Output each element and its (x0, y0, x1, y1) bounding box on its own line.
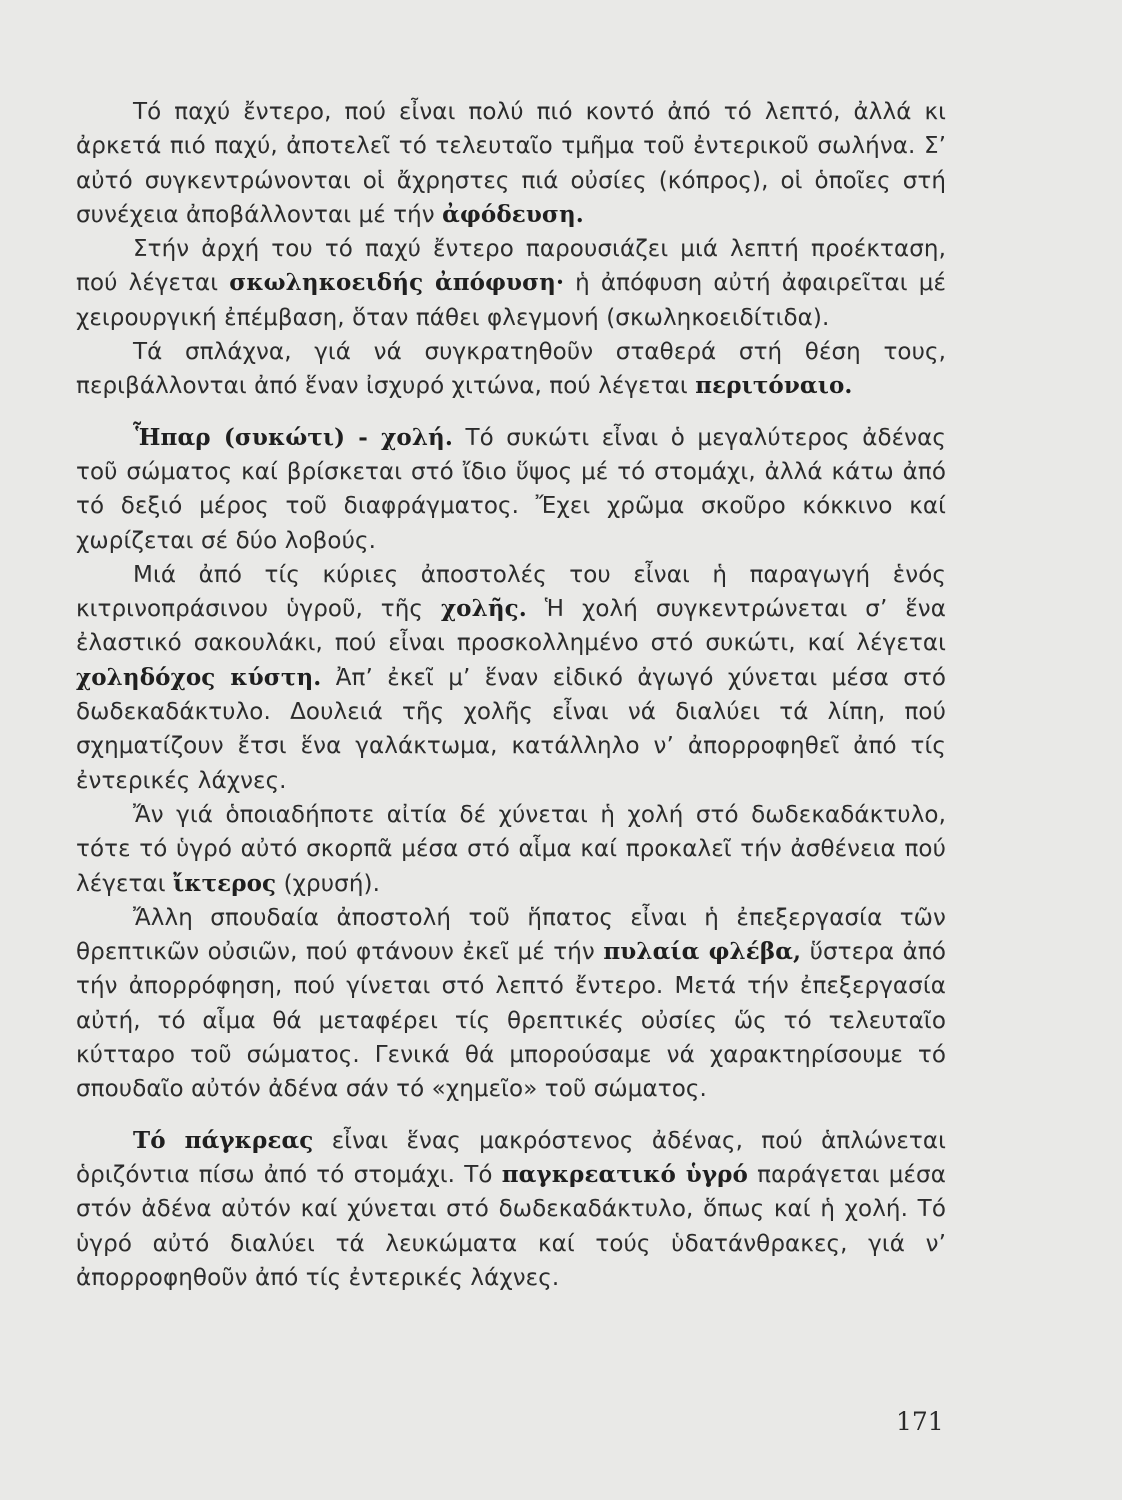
text-segment: Ἄλλη σπουδαία ἀποστολή τοῦ ἥπατος εἶναι ἡ ἐπεξεργασία τῶν θρεπτικῶν οὐσιῶν, πού φτάνουν ἐκεῖ μέ τήν (76, 904, 946, 966)
bold-term: περιτόναιο. (695, 372, 853, 400)
bold-term: Τό πάγκρεας (133, 1126, 314, 1154)
bold-term: ἀφόδευση. (442, 200, 584, 228)
paragraph (76, 558, 946, 798)
bold-term: πυλαία φλέβα, (603, 938, 802, 966)
page-number: 171 (896, 1407, 944, 1436)
paragraph (76, 798, 946, 901)
text-segment: ὕστερα ἀπό τήν ἀπορρόφηση, πού γίνεται στό λεπτό ἔντερο. Μετά τήν ἐπεξεργασία αὐτή, τό αἷμα θά μεταφέρει τίς θρεπτικές οὐσίες ὥς τό τελευταῖο κύτταρο τοῦ σώματος. Γενικά θά μπορούσαμε νά χαρακτηρίσουμε τό σπουδαῖο αὐτόν ἀδένα σάν τό «χημεῖο» τοῦ σώματος. (76, 939, 946, 1103)
bold-term: χολῆς. (440, 595, 527, 623)
paragraph (76, 335, 946, 404)
paragraph (76, 1124, 946, 1295)
bold-term: ἴκτερος (173, 869, 277, 897)
text-segment: ἡ ἀπόφυση αὐτή ἀφαιρεῖται μέ χειρουργική ἐπέμβαση, ὅταν πάθει φλεγμονή (σκωληκοειδίτιδα). (76, 270, 946, 331)
text-segment: Ἀπ’ ἐκεῖ μ’ ἕναν εἰδικό ἀγωγό χύνεται μέσα στό δωδεκαδάκτυλο. Δουλειά τῆς χολῆς εἶναι νά διαλύει τά λίπη, πού σχηματίζουν ἔτσι ἕνα γαλάκτωμα, κατάλληλο ν’ ἀπορροφηθεῖ ἀπό τίς ἐντερικές λάχνες. (76, 664, 946, 794)
text-segment: παράγεται μέσα στόν ἀδένα αὐτόν καί χύνεται στό δωδεκαδάκτυλο, ὅπως καί ἡ χολή. Τό ὑγρό αὐτό διαλύει τά λευκώματα καί τούς ὑδατάνθρακες, γιά ν’ ἀπορροφηθοῦν ἀπό τίς ἐντερικές λάχνες. (76, 1161, 946, 1291)
bold-term: σκωληκοειδής ἀπόφυση· (229, 269, 565, 297)
text-segment: Τό παχύ ἔντερο, πού εἶναι πολύ πιό κοντό ἀπό τό λεπτό, ἀλλά κι ἀρκετά πιό παχύ, ἀποτελεῖ τό τελευταῖο τμῆμα τοῦ ἐντερικοῦ σωλήνα. Σ’ αὐτό συγκεντρώνονται οἱ ἄχρηστες πιά οὐσίες (κόπρος), οἱ ὁποῖες στή συνέχεια ἀποβάλλονται μέ τήν (76, 99, 946, 228)
paragraph (76, 421, 946, 558)
text-segment: Μιά ἀπό τίς κύριες ἀποστολές του εἶναι ἡ παραγωγή ἑνός κιτρινοπράσινου ὑγροῦ, τῆς (76, 561, 946, 623)
bold-term: χοληδόχος κύστη. (76, 663, 322, 691)
text-segment: Τό συκώτι εἶναι ὁ μεγαλύτερος ἀδένας τοῦ σώματος καί βρίσκεται στό ἴδιο ὕψος μέ τό στομάχι, ἀλλά κάτω ἀπό τό δεξιό μέρος τοῦ διαφράγματος. Ἔχει χρῶμα σκοῦρο κόκκινο καί χωρίζεται σέ δύο λοβούς. (76, 424, 946, 554)
text-segment: εἶναι ἕνας μακρόστενος ἀδένας, πού ἁπλώνεται ὁριζόντια πίσω ἀπό τό στομάχι. Τό (76, 1127, 946, 1188)
bold-term: παγκρεατικό ὑγρό (501, 1160, 748, 1188)
paragraph (76, 95, 946, 232)
page-text (76, 95, 946, 1295)
bold-term: Ἧπαρ (συκώτι) - χολή. (133, 423, 453, 451)
text-segment: Στήν ἀρχή του τό παχύ ἔντερο παρουσιάζει μιά λεπτή προέκταση, πού λέγεται (76, 236, 946, 297)
paragraph (76, 901, 946, 1107)
text-segment: Ἡ χολή συγκεντρώνεται σ’ ἕνα ἐλαστικό σακουλάκι, πού εἶναι προσκολλημένο στό συκώτι, καί λέγεται (76, 596, 947, 657)
paragraph (76, 232, 946, 335)
text-segment: (χρυσή). (276, 870, 380, 897)
text-segment: Ἄν γιά ὁποιαδήποτε αἰτία δέ χύνεται ἡ χολή στό δωδεκαδάκτυλο, τότε τό ὑγρό αὐτό σκορπᾶ μέσα στό αἷμα καί προκαλεῖ τήν ἀσθένεια πού λέγεται (76, 801, 946, 897)
text-segment: Τά σπλάχνα, γιά νά συγκρατηθοῦν σταθερά στή θέση τους, περιβάλλονται ἀπό ἕναν ἰσχυρό χιτώνα, πού λέγεται (76, 339, 946, 400)
